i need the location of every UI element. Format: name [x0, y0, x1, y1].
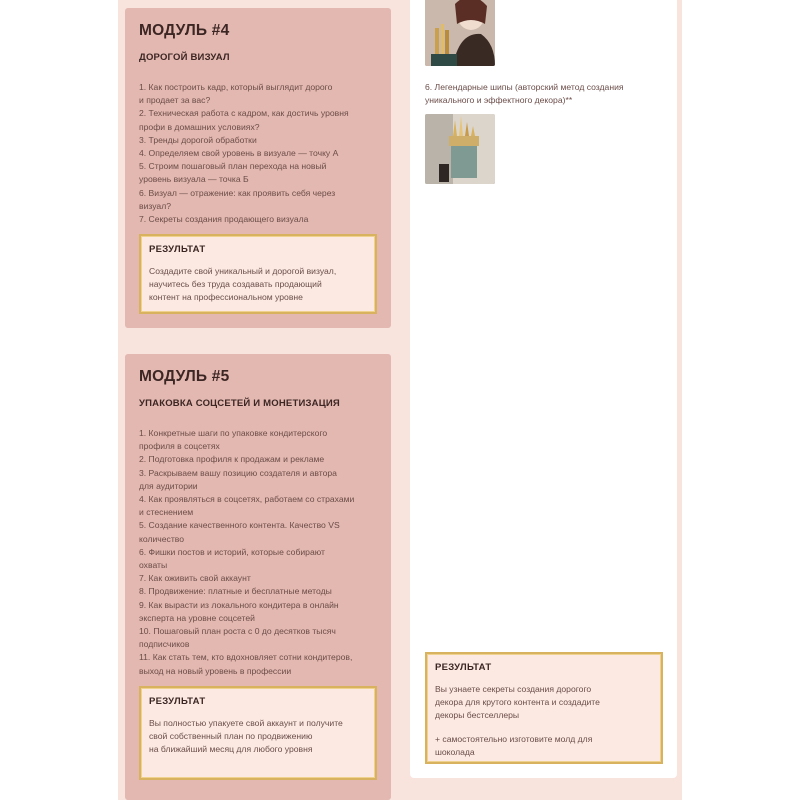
topic-line: 2. Подготовка профиля к продажам и рекламе: [139, 454, 325, 465]
result-extra-text: [435, 733, 653, 759]
topic-line: и стеснением: [139, 507, 194, 518]
topic-line: 4. Как проявляться в соцсетях, работаем со страхами: [139, 494, 355, 505]
result-text: [149, 717, 367, 757]
result-line: на ближайший месяц для любого уровня: [149, 744, 313, 755]
result-title: РЕЗУЛЬТАТ: [149, 696, 206, 707]
topic-line: 1. Конкретные шаги по упаковке кондитерского: [139, 428, 328, 438]
topic-line: 5. Строим пошаговый план перехода на новый: [139, 161, 327, 172]
module-4-title: МОДУЛЬ #4: [139, 22, 230, 39]
topic-line: 3. Раскрываем вашу позицию создателя и автора: [139, 467, 337, 478]
decor-caption: [425, 81, 665, 107]
topic-line: профи в домашних условиях?: [139, 121, 260, 132]
result-line: свой собственный план по продвижению: [149, 731, 313, 742]
module-4-result-box: [139, 234, 377, 314]
caption-line: 6. Легендарные шипы (авторский метод создания: [425, 82, 624, 92]
result-line: декора для крутого контента и создадите: [435, 697, 600, 708]
result-line: Создадите свой уникальный и дорогой визуал,: [149, 266, 337, 276]
result-line: Вы полностью упакуете свой аккаунт и получите: [149, 718, 343, 728]
topic-line: для аудитории: [139, 480, 198, 491]
topic-line: 7. Секреты создания продающего визуала: [139, 214, 309, 225]
topic-line: подписчиков: [139, 639, 190, 650]
module-5-card: [125, 354, 391, 800]
decor-photo-image: [425, 0, 495, 66]
topic-line: 6. Фишки постов и историй, которые собирают: [139, 546, 325, 557]
spikes-photo-image: [425, 114, 495, 184]
topic-line: охваты: [139, 560, 168, 571]
topic-line: и продает за вас?: [139, 95, 211, 106]
result-title: РЕЗУЛЬТАТ: [435, 662, 492, 673]
topic-line: 6. Визуал — отражение: как проявить себя через: [139, 187, 336, 198]
result-line: Вы узнаете секреты создания дорогого: [435, 684, 592, 694]
result-line: декоры бестселлеры: [435, 710, 520, 721]
result-extra-line: + самостоятельно изготовите молд для: [435, 733, 593, 744]
caption-line: уникального и эффектного декора)**: [425, 95, 573, 105]
topic-line: 11. Как стать тем, кто вдохновляет сотни кондитеров,: [139, 652, 353, 663]
module-5-title: МОДУЛЬ #5: [139, 368, 230, 385]
topic-line: профиля в соцсетях: [139, 441, 220, 452]
module-5-topic-list: [139, 427, 377, 678]
topic-line: 10. Пошаговый план роста с 0 до десятков тысяч: [139, 626, 336, 637]
module-4-subtitle: ДОРОГОЙ ВИЗУАЛ: [139, 52, 230, 63]
topic-line: 5. Создание качественного контента. Качество VS: [139, 520, 340, 531]
topic-line: количество: [139, 533, 184, 544]
result-title: РЕЗУЛЬТАТ: [149, 244, 206, 255]
result-line: научитесь без труда создавать продающий: [149, 279, 322, 290]
topic-line: 3. Тренды дорогой обработки: [139, 134, 257, 145]
result-text: [149, 265, 367, 305]
topic-line: эксперта на уровне соцсетей: [139, 612, 255, 623]
topic-line: 7. Как оживить свой аккаунт: [139, 573, 251, 584]
topic-line: 8. Продвижение: платные и бесплатные методы: [139, 586, 332, 597]
module-4-card: [125, 8, 391, 328]
topic-line: 1. Как построить кадр, который выглядит дорого: [139, 82, 333, 92]
topic-line: 9. Как вырасти из локального кондитера в онлайн: [139, 599, 339, 610]
right-panel: [410, 0, 677, 778]
module-5-subtitle: УПАКОВКА СОЦСЕТЕЙ И МОНЕТИЗАЦИЯ: [139, 398, 340, 409]
module-5-result-box: [139, 686, 377, 780]
result-text: [435, 683, 653, 723]
module-4-topic-list: [139, 81, 377, 226]
decor-result-box: [425, 652, 663, 764]
topic-line: 2. Техническая работа с кадром, как достичь уровня: [139, 108, 349, 119]
topic-line: выход на новый уровень в профессии: [139, 665, 292, 676]
topic-line: уровень визуала — точка Б: [139, 174, 249, 185]
result-extra-line: шоколада: [435, 746, 475, 757]
result-line: контент на профессиональном уровне: [149, 292, 303, 303]
topic-line: визуал?: [139, 200, 171, 211]
topic-line: 4. Определяем свой уровень в визуале — точку А: [139, 148, 339, 159]
